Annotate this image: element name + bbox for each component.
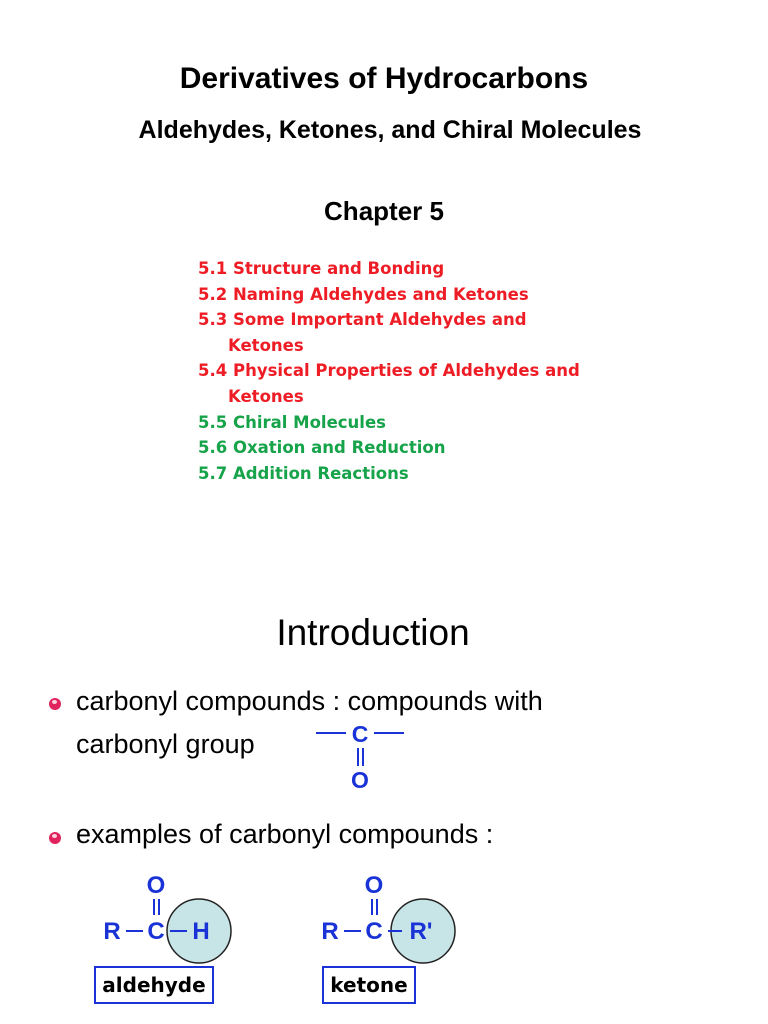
toc-item-5-3: 5.3 Some Important Aldehydes and xyxy=(198,310,527,330)
toc-item-5-1: 5.1 Structure and Bonding xyxy=(198,259,445,278)
toc-item-5-7: 5.7 Addition Reactions xyxy=(198,463,409,483)
ketone-oxygen: O xyxy=(364,872,384,899)
bullet-1-line-1: carbonyl compounds : compounds with xyxy=(76,686,543,716)
page-subtitle: Aldehydes, Ketones, and Chiral Molecules xyxy=(138,116,642,144)
toc-item-5-3-cont: Ketones xyxy=(228,335,304,355)
introduction-heading: Introduction xyxy=(276,612,470,653)
carbonyl-group-structure xyxy=(310,718,420,798)
ketone-label: ketone xyxy=(322,966,416,1004)
toc-item-5-5: 5.5 Chiral Molecules xyxy=(198,412,386,432)
chapter-heading: Chapter 5 xyxy=(324,196,444,226)
toc-item-5-2: 5.2 Naming Aldehydes and Ketones xyxy=(198,284,529,304)
ketone-structure xyxy=(314,864,464,964)
ketone-carbon: C xyxy=(365,918,383,945)
bullet-icon xyxy=(49,698,61,710)
aldehyde-hydrogen: H xyxy=(192,918,210,945)
table-of-contents xyxy=(198,256,598,486)
bullet-icon xyxy=(49,832,61,844)
aldehyde-r: R xyxy=(103,918,121,945)
toc-item-5-4-cont: Ketones xyxy=(228,386,304,406)
ketone-r: R xyxy=(321,918,339,945)
aldehyde-carbon: C xyxy=(147,918,165,945)
carbonyl-oxygen: O xyxy=(351,767,369,793)
carbonyl-carbon: C xyxy=(351,721,369,747)
toc-item-5-6: 5.6 Oxation and Reduction xyxy=(198,438,446,458)
page-title: Derivatives of Hydrocarbons xyxy=(179,62,589,95)
bullet-2-text: examples of carbonyl compounds : xyxy=(76,819,494,849)
bullet-1-line-2: carbonyl group xyxy=(76,729,255,759)
ketone-r-prime: R' xyxy=(409,918,433,945)
toc-item-5-4: 5.4 Physical Properties of Aldehydes and xyxy=(198,361,580,381)
aldehyde-label: aldehyde xyxy=(94,966,214,1004)
aldehyde-structure xyxy=(96,864,246,964)
aldehyde-oxygen: O xyxy=(146,872,166,899)
